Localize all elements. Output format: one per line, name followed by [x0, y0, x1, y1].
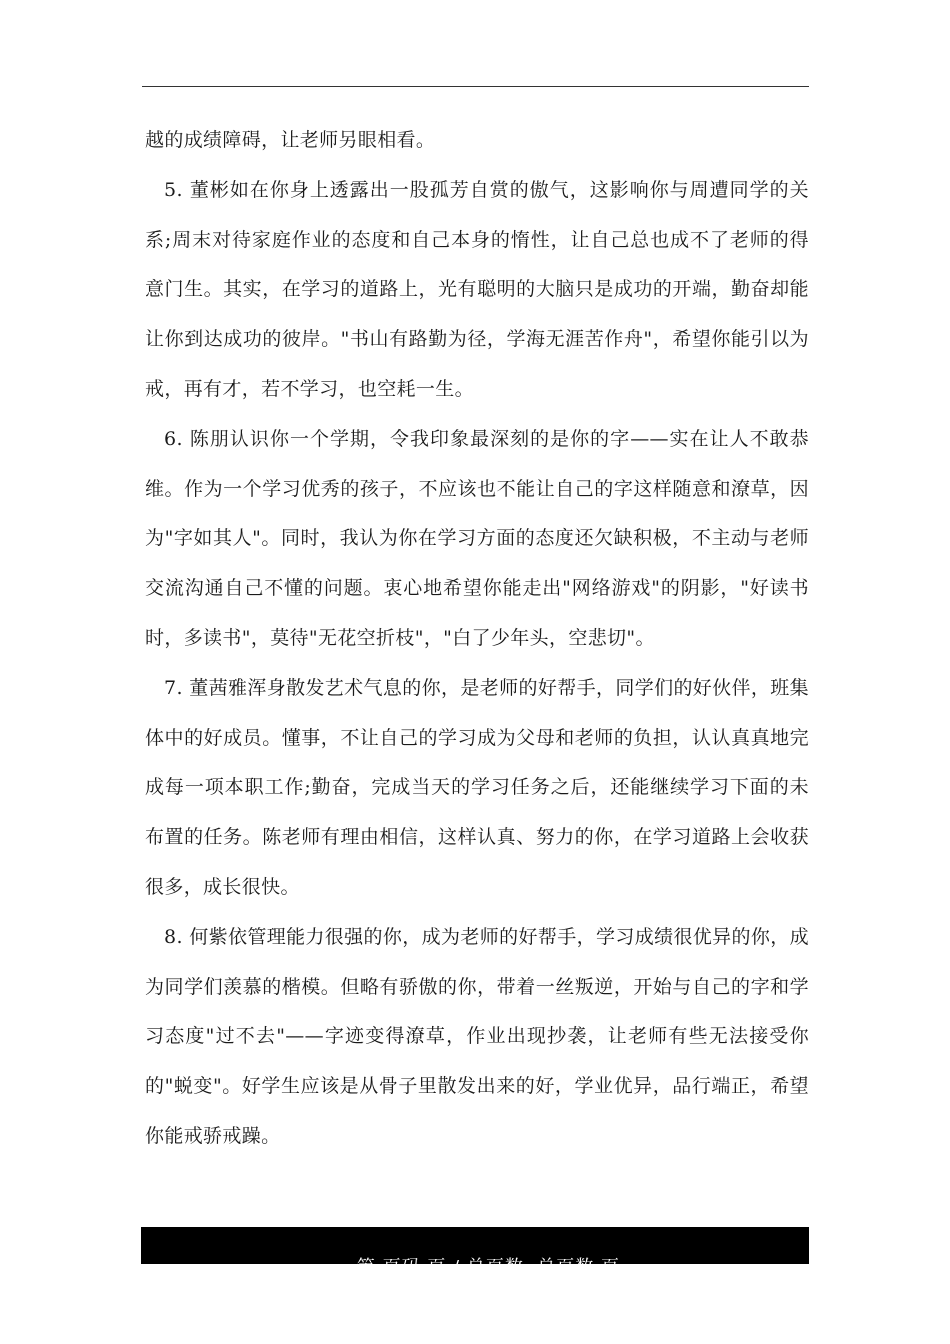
document-body: [145, 116, 809, 1162]
paragraph-item-7: 7. 董茜雅浑身散发艺术气息的你，是老师的好帮手，同学们的好伙伴，班集体中的好成员。懂事，不让自己的学习成为父母和老师的负担，认认真真地完成每一项本职工作;勤奋，完成当天的学习任务之后，还能继续学习下面的未布置的任务。陈老师有理由相信，这样认真、努力的你，在学习道路上会收获很多，成长很快。: [145, 676, 809, 898]
page-footer: [141, 1227, 809, 1278]
paragraph-item-8: 8. 何紫依管理能力很强的你，成为老师的好帮手，学习成绩很优异的你，成为同学们羡慕的楷模。但略有骄傲的你，带着一丝叛逆，开始与自己的字和学习态度"过不去"——字迹变得潦草，作业出现抄袭，让老师有些无法接受你的"蜕变"。好学生应该是从骨子里散发出来的好，学业优异，品行端正，希望你能戒骄戒躁。: [145, 925, 809, 1147]
page-number-label: 第 页码 页 / 总页数 总页数 页: [356, 1257, 620, 1278]
paragraph-continuation: 越的成绩障碍，让老师另眼相看。: [145, 129, 436, 151]
paragraph-item-6: 6. 陈朋认识你一个学期，令我印象最深刻的是你的字——实在让人不敢恭维。作为一个学习优秀的孩子，不应该也不能让自己的字这样随意和潦草，因为"字如其人"。同时，我认为你在学习方面的态度还欠缺积极，不主动与老师交流沟通自己不懂的问题。衷心地希望你能走出"网络游戏"的阴影，"好读书时，多读书"，莫待"无花空折枝"，"白了少年头，空悲切"。: [145, 427, 809, 649]
paragraph-item-5: 5. 董彬如在你身上透露出一股孤芳自赏的傲气，这影响你与周遭同学的关系;周末对待家庭作业的态度和自己本身的惰性，让自己总也成不了老师的得意门生。其实，在学习的道路上，光有聪明的大脑只是成功的开端，勤奋却能让你到达成功的彼岸。"书山有路勤为径，学海无涯苦作舟"，希望你能引以为戒，再有才，若不学习，也空耗一生。: [145, 178, 809, 400]
header-rule: [142, 86, 809, 87]
